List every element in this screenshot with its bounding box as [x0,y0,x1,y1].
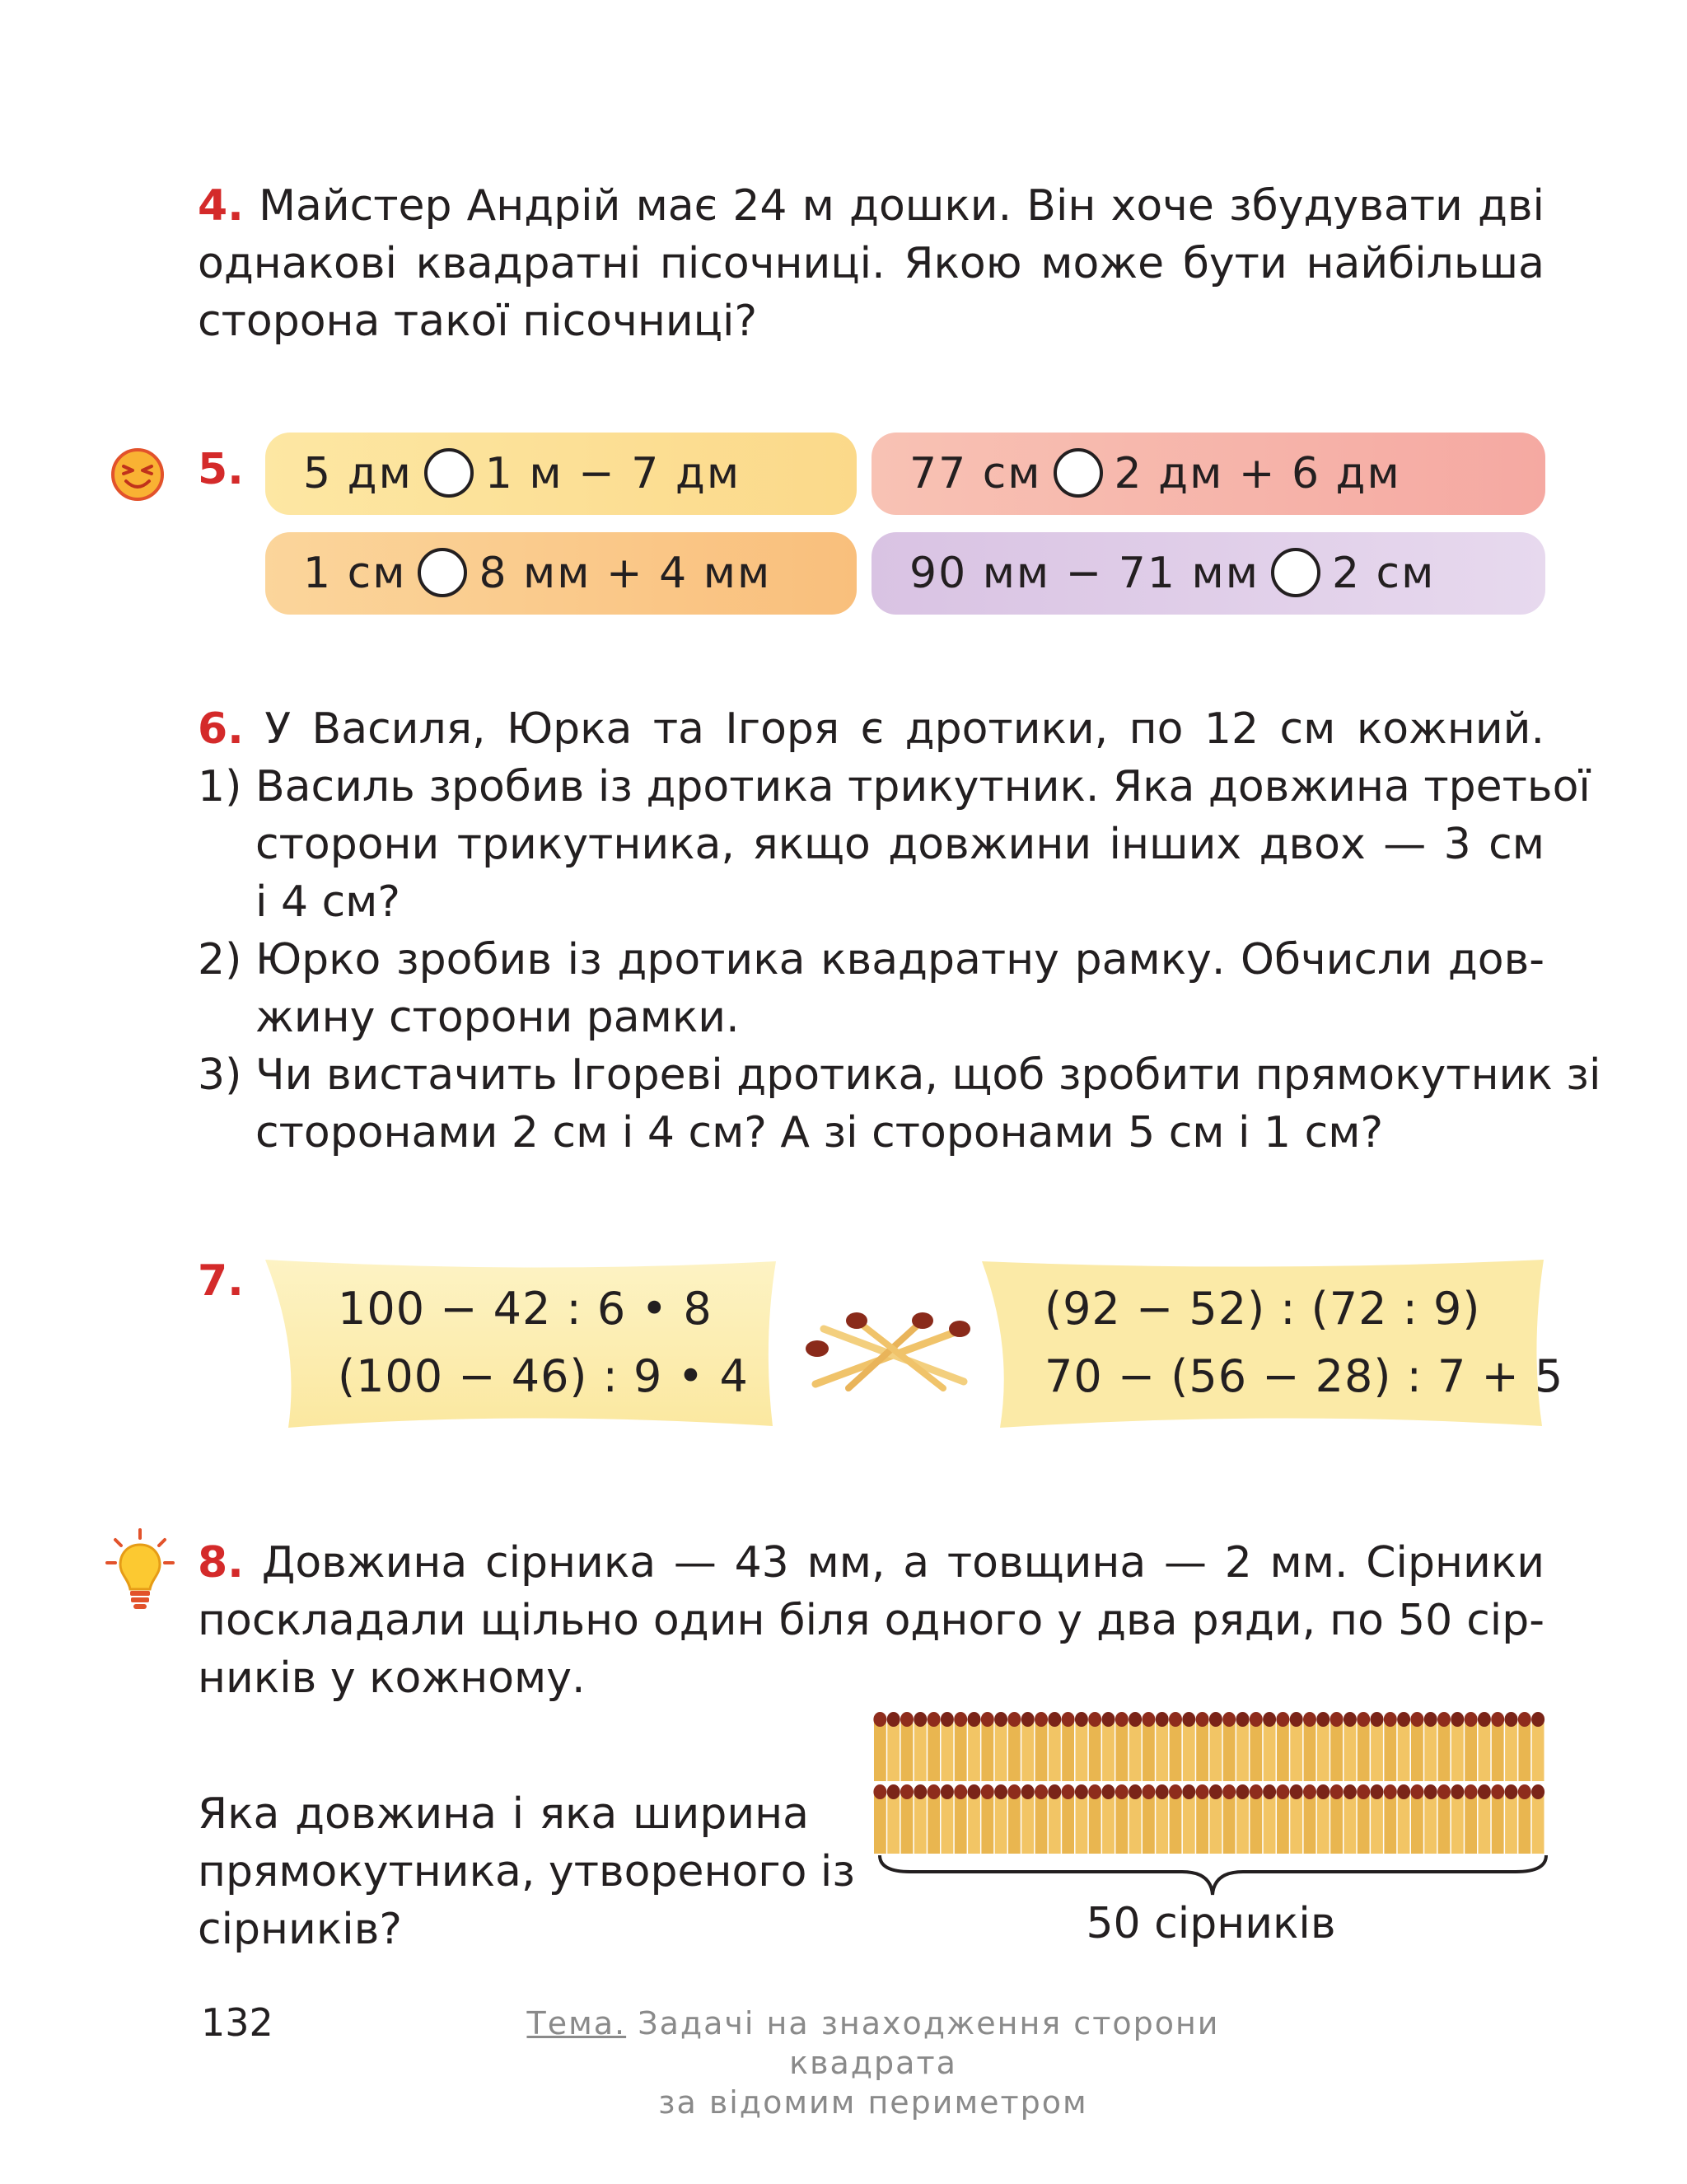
match-stick [1344,1791,1357,1854]
match-head [1129,1784,1142,1799]
match-stick [1264,1719,1276,1781]
match-head [941,1712,954,1727]
curly-brace [877,1852,1549,1901]
expression-list-right [1044,1275,1563,1410]
task-4 [198,177,1544,350]
match-stick [1183,1791,1195,1854]
task-number: 6. [198,704,244,754]
match-stick [995,1791,1007,1854]
compare-circle[interactable] [424,448,474,498]
match-stick [981,1719,993,1781]
match-stick [955,1719,967,1781]
match-head [1222,1784,1236,1799]
match-stick [1277,1719,1289,1781]
match-stick [1505,1791,1517,1854]
match-head [1505,1784,1518,1799]
expression: 100 − 42 : 6 • 8 [338,1283,713,1335]
match-head [1062,1784,1075,1799]
match-stick [1021,1791,1034,1854]
match-head [1303,1712,1316,1727]
match-head [1250,1784,1263,1799]
match-head [1290,1784,1303,1799]
match-head [1384,1784,1397,1799]
match-stick [1424,1719,1437,1781]
match-head [873,1784,886,1799]
match-head [1169,1712,1182,1727]
match-stick [1129,1719,1142,1781]
match-head [1236,1784,1250,1799]
task-number: 5. [198,445,244,494]
expression: 70 − (56 − 28) : 7 + 5 [1044,1350,1564,1402]
match-stick [1236,1719,1249,1781]
match-head [994,1712,1007,1727]
match-stick [1505,1719,1517,1781]
match-stick [1156,1719,1168,1781]
match-head [1250,1712,1263,1727]
match-head [1062,1712,1075,1727]
match-head [1236,1712,1250,1727]
match-head [928,1712,941,1727]
match-stick [981,1791,993,1854]
match-head [1102,1712,1115,1727]
match-stick [1250,1791,1262,1854]
match-head [900,1784,914,1799]
match-head [1531,1712,1544,1727]
match-head [1209,1712,1222,1727]
match-head [1451,1784,1464,1799]
match-head [1397,1784,1410,1799]
match-stick [1532,1791,1544,1854]
match-head [1196,1784,1209,1799]
match-head [873,1712,886,1727]
task-8-question: Яка довжина і яка ширина прямокутника, утвореного із сірників? [198,1789,856,1954]
page-number: 132 [201,2000,273,2045]
compare-circle[interactable] [1271,548,1320,597]
task-4-line: сторона такої пісочниці? [198,297,758,346]
match-head [1115,1712,1129,1727]
task-number: 4. [198,181,244,231]
match-head [1156,1712,1169,1727]
match-head [968,1784,981,1799]
match-stick [1102,1791,1115,1854]
task-number: 8. [198,1538,244,1588]
match-head [1021,1712,1035,1727]
match-stick [914,1719,927,1781]
match-head [928,1784,941,1799]
match-stick [1290,1719,1302,1781]
match-head [1142,1784,1155,1799]
match-head [1424,1784,1437,1799]
match-stick [942,1791,954,1854]
topic-caption: Тема. Задачі на знаходження сторони квадрата за відомим периметром [526,2005,1220,2121]
match-stick [1411,1719,1423,1781]
compare-circle[interactable] [1054,448,1103,498]
task-8: 8. Довжина сірника — 43 мм, а товщина — 2 мм. Сірники поскладали щільно один біля одного у два ряди, по 50 сір- ників у кожному. [198,1538,1545,1703]
match-stick [1465,1791,1477,1854]
match-stick [1183,1719,1195,1781]
comparison-pill: 1 см 8 мм + 4 мм [265,532,857,615]
match-stick [995,1719,1007,1781]
match-stick [1089,1791,1101,1854]
match-head [1330,1784,1344,1799]
match-stick [1035,1791,1048,1854]
expression-list-left [338,1275,749,1410]
match-head [1316,1712,1330,1727]
match-head [1075,1784,1088,1799]
match-head [994,1784,1007,1799]
match-head [1088,1784,1101,1799]
topic-label: Тема. [526,2005,627,2041]
match-head [954,1712,967,1727]
match-stick [1384,1791,1396,1854]
match-stick [1398,1791,1410,1854]
match-head [1075,1712,1088,1727]
match-stick [1062,1719,1074,1781]
match-head [981,1712,994,1727]
match-stick [955,1791,967,1854]
match-head [1088,1712,1101,1727]
match-head [1397,1712,1410,1727]
match-stick [1465,1719,1477,1781]
compare-circle[interactable] [418,548,467,597]
match-stick [1076,1791,1088,1854]
match-stick [1049,1791,1061,1854]
expression: (100 − 46) : 9 • 4 [338,1350,749,1402]
match-stick [1384,1719,1396,1781]
match-stick [1398,1719,1410,1781]
match-stick [1438,1791,1451,1854]
match-stick [901,1719,914,1781]
match-stick [1115,1791,1128,1854]
comparison-pill: 5 дм 1 м − 7 дм [265,433,857,515]
match-stick [1304,1719,1316,1781]
match-stick [1102,1719,1115,1781]
match-stick [1479,1791,1491,1854]
match-stick [901,1791,914,1854]
match-stick [1129,1791,1142,1854]
task-6-intro: 6. У Василя, Юрка та Ігоря є дротики, по 12 см кожний. [198,704,1544,754]
match-head [1505,1712,1518,1727]
match-head [1491,1784,1504,1799]
match-head [1451,1712,1464,1727]
task-4-line: 4. Майстер Андрій має 24 м дошки. Він хоче збудувати дві [198,181,1545,231]
match-stick [1451,1719,1464,1781]
match-stick [1196,1719,1208,1781]
match-stick [1344,1719,1357,1781]
match-head [1465,1712,1478,1727]
match-head [1102,1784,1115,1799]
match-head [1007,1784,1021,1799]
match-head [1478,1784,1491,1799]
match-stick [1170,1719,1182,1781]
matches-illustration [873,1705,1549,1870]
comparison-pill: 90 мм − 71 мм 2 см [872,532,1545,615]
match-head [1209,1784,1222,1799]
match-head [1357,1784,1370,1799]
match-stick [1330,1791,1343,1854]
match-stick [1277,1791,1289,1854]
match-stick [1089,1719,1101,1781]
match-stick [1492,1791,1504,1854]
match-head [1437,1784,1451,1799]
lightbulb-icon [105,1528,175,1614]
match-head [1344,1712,1357,1727]
match-stick [1371,1719,1383,1781]
match-stick [1518,1791,1530,1854]
match-stick [1264,1791,1276,1854]
match-stick [1062,1791,1074,1854]
match-head [1276,1784,1289,1799]
match-stick [1076,1719,1088,1781]
match-head [1115,1784,1129,1799]
match-head [1129,1712,1142,1727]
match-head [1156,1784,1169,1799]
match-head [900,1712,914,1727]
match-stick [1371,1791,1383,1854]
crossed-matches-icon [799,1306,984,1401]
match-head [981,1784,994,1799]
match-head [1518,1712,1531,1727]
match-head [1437,1712,1451,1727]
match-stick [1358,1719,1370,1781]
match-stick [1008,1719,1021,1781]
match-stick [968,1719,980,1781]
match-stick [1115,1719,1128,1781]
match-head [1303,1784,1316,1799]
match-head [1196,1712,1209,1727]
match-stick [1143,1719,1155,1781]
match-head [1169,1784,1182,1799]
match-head [1263,1712,1276,1727]
match-head [1410,1784,1423,1799]
match-head [954,1784,967,1799]
match-stick [1479,1719,1491,1781]
match-stick [1317,1791,1330,1854]
match-stick [928,1791,940,1854]
comparison-pill: 77 см 2 дм + 6 дм [872,433,1545,515]
expression: (92 − 52) : (72 : 9) [1044,1283,1481,1335]
match-stick [1049,1719,1061,1781]
match-head [1316,1784,1330,1799]
match-stick [1035,1719,1048,1781]
match-stick [1532,1719,1544,1781]
match-head [1384,1712,1397,1727]
match-head [1182,1712,1195,1727]
smiling-face-icon [110,447,166,503]
match-stick [1451,1791,1464,1854]
sub-question: 3) Чи вистачить Ігореві дротика, щоб зробити прямокутник зі сторонами 2 см і 4 см? А зі сторонами 5 см і 1 см? [198,1050,1601,1157]
match-head [1035,1784,1048,1799]
match-stick [1008,1791,1021,1854]
task-4-line: однакові квадратні пісочниці. Якою може бути найбільша [198,239,1544,288]
match-stick [1021,1719,1034,1781]
match-head [1344,1784,1357,1799]
match-stick [1411,1791,1423,1854]
match-stick [968,1791,980,1854]
match-stick [1170,1791,1182,1854]
match-stick [1424,1791,1437,1854]
match-stick [942,1719,954,1781]
match-head [1048,1784,1061,1799]
match-stick [1143,1791,1155,1854]
match-head [1182,1784,1195,1799]
match-stick [1210,1791,1222,1854]
match-head [887,1784,900,1799]
match-head [1263,1784,1276,1799]
match-stick [874,1791,886,1854]
match-stick [1330,1719,1343,1781]
match-stick [1156,1791,1168,1854]
sub-question: 1) Василь зробив із дротика трикутник. Яка довжина третьої сторони трикутника, якщо довжини інших двох — 3 см і 4 см? [198,762,1591,927]
match-head [1465,1784,1478,1799]
task-number: 7. [198,1256,244,1306]
match-head [1222,1712,1236,1727]
match-head [1357,1712,1370,1727]
match-head [941,1784,954,1799]
match-stick [1290,1791,1302,1854]
match-head [1290,1712,1303,1727]
match-stick [1223,1791,1236,1854]
match-stick [914,1791,927,1854]
match-head [1491,1712,1504,1727]
match-head [1330,1712,1344,1727]
match-head [1007,1712,1021,1727]
match-stick [1518,1719,1530,1781]
match-stick [1196,1791,1208,1854]
match-head [1424,1712,1437,1727]
match-stick [874,1719,886,1781]
match-head [1410,1712,1423,1727]
match-head [1371,1784,1384,1799]
matches-count-label: 50 сірників [1086,1899,1336,1948]
match-head [1021,1784,1035,1799]
match-head [1276,1712,1289,1727]
match-stick [928,1719,940,1781]
match-head [1371,1712,1384,1727]
match-head [1478,1712,1491,1727]
match-head [887,1712,900,1727]
match-head [1518,1784,1531,1799]
sub-question: 2) Юрко зробив із дротика квадратну рамку. Обчисли дов- жину сторони рамки. [198,935,1544,1042]
match-stick [1304,1791,1316,1854]
match-stick [887,1791,900,1854]
match-stick [1438,1719,1451,1781]
match-stick [1223,1719,1236,1781]
match-head [1142,1712,1155,1727]
match-stick [887,1719,900,1781]
match-head [968,1712,981,1727]
match-head [1531,1784,1544,1799]
match-stick [1492,1719,1504,1781]
match-stick [1236,1791,1249,1854]
match-head [1035,1712,1048,1727]
match-stick [1210,1719,1222,1781]
match-stick [1358,1791,1370,1854]
match-head [914,1712,927,1727]
match-head [1048,1712,1061,1727]
match-head [914,1784,927,1799]
match-stick [1250,1719,1262,1781]
match-stick [1317,1719,1330,1781]
